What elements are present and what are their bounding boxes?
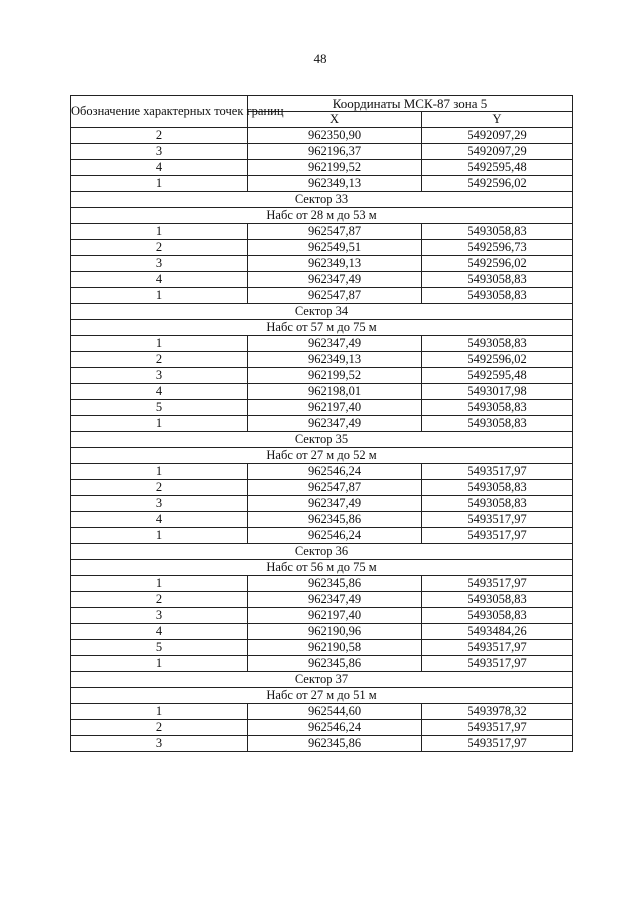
point-cell: 4 [71, 384, 248, 400]
y-coordinate-cell: 5492596,02 [422, 352, 573, 368]
x-coordinate-cell: 962347,49 [248, 272, 422, 288]
x-coordinate-cell: 962349,13 [248, 176, 422, 192]
point-cell: 1 [71, 416, 248, 432]
point-cell: 1 [71, 176, 248, 192]
coordinates-table [70, 95, 573, 752]
x-coordinate-cell: 962546,24 [248, 464, 422, 480]
section-row [71, 320, 573, 336]
point-cell: 4 [71, 160, 248, 176]
section-label: Набс от 57 м до 75 м [71, 320, 573, 336]
point-cell: 3 [71, 496, 248, 512]
table-body [71, 128, 573, 752]
y-coordinate-cell: 5492596,02 [422, 176, 573, 192]
point-cell: 2 [71, 128, 248, 144]
y-coordinate-cell: 5492596,02 [422, 256, 573, 272]
table-row [71, 272, 573, 288]
x-coordinate-cell: 962544,60 [248, 704, 422, 720]
point-cell: 3 [71, 144, 248, 160]
x-coordinate-cell: 962197,40 [248, 608, 422, 624]
table-row [71, 128, 573, 144]
x-coordinate-cell: 962197,40 [248, 400, 422, 416]
y-coordinate-cell: 5493484,26 [422, 624, 573, 640]
point-cell: 1 [71, 464, 248, 480]
y-coordinate-cell: 5493058,83 [422, 496, 573, 512]
section-row [71, 560, 573, 576]
y-coordinate-cell: 5493517,97 [422, 720, 573, 736]
section-label: Сектор 36 [71, 544, 573, 560]
point-cell: 3 [71, 368, 248, 384]
point-cell: 1 [71, 576, 248, 592]
section-label: Набс от 27 м до 51 м [71, 688, 573, 704]
section-row [71, 208, 573, 224]
point-cell: 1 [71, 528, 248, 544]
section-label: Сектор 35 [71, 432, 573, 448]
y-coordinate-cell: 5493058,83 [422, 480, 573, 496]
x-coordinate-cell: 962549,51 [248, 240, 422, 256]
point-cell: 4 [71, 624, 248, 640]
section-row [71, 192, 573, 208]
point-cell: 1 [71, 288, 248, 304]
y-coordinate-cell: 5493517,97 [422, 656, 573, 672]
point-cell: 3 [71, 608, 248, 624]
point-cell: 1 [71, 336, 248, 352]
table-row [71, 736, 573, 752]
header-x-label: X [248, 112, 422, 128]
y-coordinate-cell: 5492097,29 [422, 128, 573, 144]
table-row [71, 144, 573, 160]
y-coordinate-cell: 5493058,83 [422, 288, 573, 304]
table-row [71, 656, 573, 672]
section-row [71, 432, 573, 448]
x-coordinate-cell: 962345,86 [248, 656, 422, 672]
table-row [71, 640, 573, 656]
y-coordinate-cell: 5493517,97 [422, 736, 573, 752]
table-header [71, 96, 573, 128]
x-coordinate-cell: 962198,01 [248, 384, 422, 400]
x-coordinate-cell: 962547,87 [248, 288, 422, 304]
x-coordinate-cell: 962196,37 [248, 144, 422, 160]
y-coordinate-cell: 5493058,83 [422, 592, 573, 608]
x-coordinate-cell: 962347,49 [248, 336, 422, 352]
table-row [71, 400, 573, 416]
section-label: Сектор 34 [71, 304, 573, 320]
point-cell: 1 [71, 224, 248, 240]
x-coordinate-cell: 962345,86 [248, 576, 422, 592]
x-coordinate-cell: 962345,86 [248, 512, 422, 528]
x-coordinate-cell: 962350,90 [248, 128, 422, 144]
section-row [71, 672, 573, 688]
x-coordinate-cell: 962345,86 [248, 736, 422, 752]
table-row [71, 464, 573, 480]
header-point-label: Обозначение характерных точек границ [71, 96, 248, 128]
table-row [71, 336, 573, 352]
point-cell: 1 [71, 704, 248, 720]
y-coordinate-cell: 5493517,97 [422, 576, 573, 592]
y-coordinate-cell: 5493517,97 [422, 464, 573, 480]
table-row [71, 176, 573, 192]
table-row [71, 352, 573, 368]
x-coordinate-cell: 962347,49 [248, 592, 422, 608]
y-coordinate-cell: 5493517,97 [422, 640, 573, 656]
page-number: 48 [313, 51, 327, 66]
y-coordinate-cell: 5492596,73 [422, 240, 573, 256]
table-row [71, 496, 573, 512]
x-coordinate-cell: 962349,13 [248, 256, 422, 272]
section-row [71, 688, 573, 704]
y-coordinate-cell: 5493058,83 [422, 416, 573, 432]
x-coordinate-cell: 962349,13 [248, 352, 422, 368]
y-coordinate-cell: 5492595,48 [422, 368, 573, 384]
x-coordinate-cell: 962199,52 [248, 160, 422, 176]
y-coordinate-cell: 5493017,98 [422, 384, 573, 400]
table-row [71, 384, 573, 400]
x-coordinate-cell: 962190,58 [248, 640, 422, 656]
table-row [71, 288, 573, 304]
table-row [71, 416, 573, 432]
y-coordinate-cell: 5493058,83 [422, 272, 573, 288]
x-coordinate-cell: 962547,87 [248, 480, 422, 496]
point-cell: 5 [71, 400, 248, 416]
x-coordinate-cell: 962347,49 [248, 416, 422, 432]
table-row [71, 256, 573, 272]
point-cell: 1 [71, 656, 248, 672]
section-label: Набс от 27 м до 52 м [71, 448, 573, 464]
x-coordinate-cell: 962546,24 [248, 528, 422, 544]
point-cell: 2 [71, 352, 248, 368]
y-coordinate-cell: 5493517,97 [422, 528, 573, 544]
point-cell: 4 [71, 512, 248, 528]
x-coordinate-cell: 962347,49 [248, 496, 422, 512]
section-row [71, 544, 573, 560]
table-row [71, 512, 573, 528]
table-row [71, 160, 573, 176]
header-y-label: Y [422, 112, 573, 128]
point-cell: 2 [71, 592, 248, 608]
table-row [71, 224, 573, 240]
section-row [71, 448, 573, 464]
table-row [71, 480, 573, 496]
y-coordinate-cell: 5492595,48 [422, 160, 573, 176]
table-row [71, 240, 573, 256]
x-coordinate-cell: 962199,52 [248, 368, 422, 384]
y-coordinate-cell: 5493058,83 [422, 224, 573, 240]
section-label: Сектор 33 [71, 192, 573, 208]
x-coordinate-cell: 962190,96 [248, 624, 422, 640]
x-coordinate-cell: 962546,24 [248, 720, 422, 736]
table-row [71, 608, 573, 624]
header-coords-title: Координаты МСК-87 зона 5 [248, 96, 573, 112]
table-row [71, 528, 573, 544]
section-label: Набс от 28 м до 53 м [71, 208, 573, 224]
y-coordinate-cell: 5493517,97 [422, 512, 573, 528]
y-coordinate-cell: 5493978,32 [422, 704, 573, 720]
section-label: Сектор 37 [71, 672, 573, 688]
section-row [71, 304, 573, 320]
table-row [71, 368, 573, 384]
y-coordinate-cell: 5493058,83 [422, 608, 573, 624]
point-cell: 3 [71, 256, 248, 272]
y-coordinate-cell: 5493058,83 [422, 400, 573, 416]
point-cell: 2 [71, 240, 248, 256]
table-row [71, 576, 573, 592]
point-cell: 2 [71, 480, 248, 496]
point-cell: 2 [71, 720, 248, 736]
x-coordinate-cell: 962547,87 [248, 224, 422, 240]
point-cell: 4 [71, 272, 248, 288]
table-row [71, 624, 573, 640]
table-row [71, 704, 573, 720]
point-cell: 5 [71, 640, 248, 656]
y-coordinate-cell: 5492097,29 [422, 144, 573, 160]
section-label: Набс от 56 м до 75 м [71, 560, 573, 576]
table-row [71, 720, 573, 736]
y-coordinate-cell: 5493058,83 [422, 336, 573, 352]
table-row [71, 592, 573, 608]
point-cell: 3 [71, 736, 248, 752]
